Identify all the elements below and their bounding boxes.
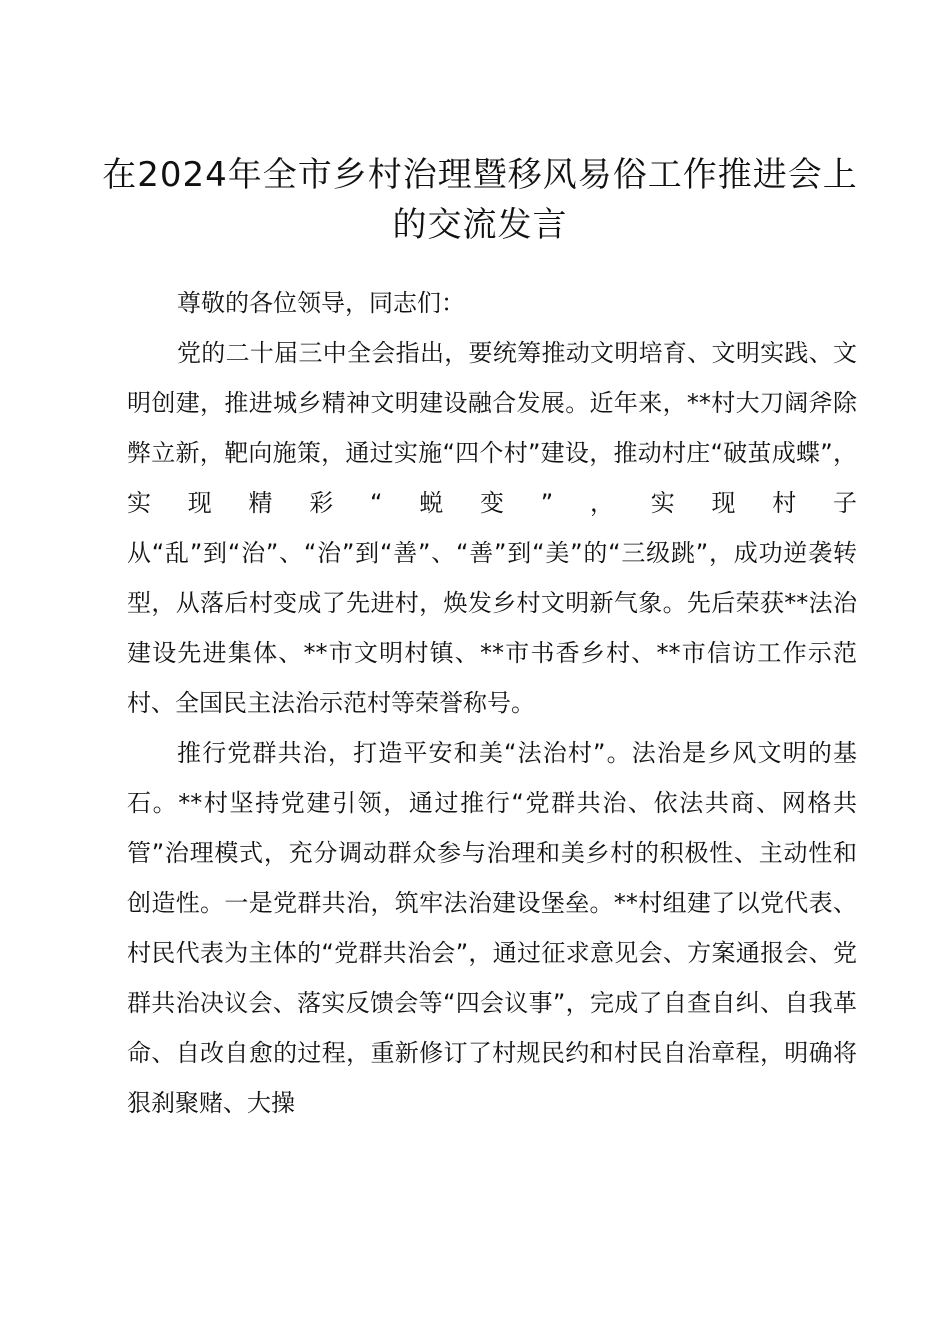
body-paragraph: 党的二十届三中全会指出，要统筹推动文明培育、文明实践、文明创建，推进城乡精神文明建设融合发展。近年来，**村大刀阔斧除弊立新，靶向施策，通过实施“四个村”建设，推动村庄“破茧成蝶”，实现精彩“蜕变”，实现村子从“乱”到“治”、“治”到“善”、“善”到“美”的“三级跳”，成功逆袭转型，从落后村变成了先进村，焕发乡村文明新气象。先后荣获**法治建设先进集体、**市文明村镇、**市书香乡村、**市信访工作示范村、全国民主法治示范村等荣誉称号。 (127, 339, 857, 717)
salutation-paragraph: 尊敬的各位领导，同志们： (177, 289, 465, 317)
body-paragraph: 推行党群共治，打造平安和美“法治村”。法治是乡风文明的基石。**村坚持党建引领，通过推行“党群共治、依法共商、网格共管”治理模式，充分调动群众参与治理和美乡村的积极性、主动性和创造性。一是党群共治，筑牢法治建设堡垒。**村组建了以党代表、村民代表为主体的“党群共治会”，通过征求意见会、方案通报会、党群共治决议会、落实反馈会等“四会议事”，完成了自查自纠、自我革命、自改自愈的过程，重新修订了村规民约和村民自治章程，明确将狠刹聚赌、大操 (127, 739, 857, 1117)
document-body (127, 278, 857, 1128)
document-title: 在2024年全市乡村治理暨移风易俗工作推进会上的交流发言 (102, 155, 858, 245)
